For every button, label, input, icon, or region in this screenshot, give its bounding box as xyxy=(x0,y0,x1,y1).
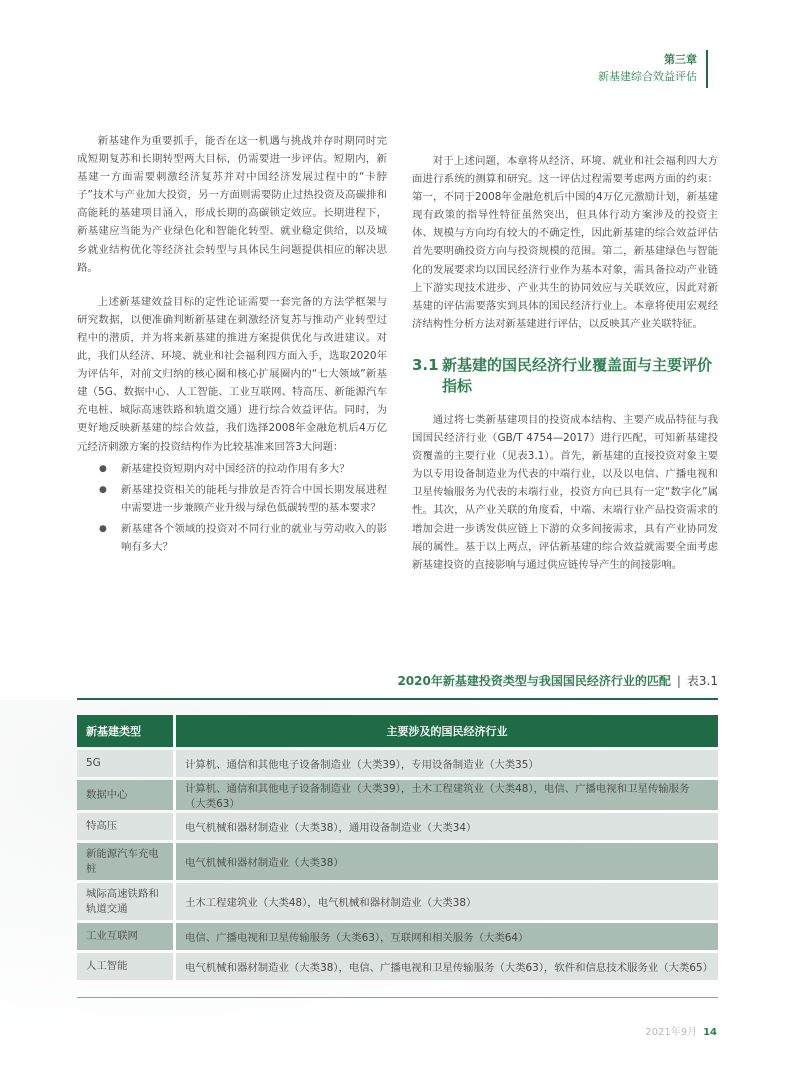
table-caption xyxy=(77,672,718,689)
table-row xyxy=(77,780,718,810)
section-heading xyxy=(412,355,718,397)
table-cell-industry: 计算机、通信和其他电子设备制造业（大类39），专用设备制造业（大类35） xyxy=(176,750,718,777)
list-item-text: 新基建各个领域的投资对不同行业的就业与劳动收入的影响有多大？ xyxy=(121,522,387,553)
table-cell-type: 数据中心 xyxy=(77,780,176,810)
list-item xyxy=(77,481,387,517)
page-number: 14 xyxy=(703,1027,717,1038)
table-row xyxy=(77,953,718,980)
table-cell-type: 5G xyxy=(77,750,176,777)
caption-rule xyxy=(77,698,718,700)
section-number: 3.1 xyxy=(412,355,439,374)
table-cell-type: 特高压 xyxy=(77,813,176,840)
table-row xyxy=(77,813,718,840)
body-paragraph: 新基建作为重要抓手，能否在这一机遇与挑战并存时期同时完成短期复苏和长期转型两大目标，仍需要进一步评估。短期内，新基建一方面需要刺激经济复苏并对中国经济发展过程中的“卡脖子”技术与产业加大投资，另一方面则需要防止过热投资及高碳排和高能耗的基建项目涌入，形成长期的高碳锁定效应。长期进程下，新基建应当能为产业绿色化和智能化转型、就业稳定供给，以及城乡就业结构优化等经济社会转型与具体民生问题提供相应的解决思路。 xyxy=(77,135,387,274)
bullet-icon: ● xyxy=(99,484,107,495)
body-paragraph: 通过将七类新基建项目的投资成本结构、主要产成品特征与我国国民经济行业（GB/T 4754—2017）进行匹配，可知新基建投资覆盖的主要行业（见表3.1）。首先，新基建的直接投资对象主要为以专用设备制造业为代表的中端行业，以及以电信、广播电视和卫星传输服务为代表的末端行业，投资方向已具有一定“数字化”属性。其次，从产业关联的角度看，中端、末端行业产品投资需求的增加会进一步诱发供应链上下游的众多间接需求，具有产业协同发展的属性。基于以上两点，评估新基建的综合效益就需要全面考虑新基建投资的直接影响与通过供应链传导产生的间接影响。 xyxy=(412,413,718,571)
table-cell-industry: 土木工程建筑业（大类48），电气机械和器材制造业（大类38） xyxy=(176,883,718,920)
table-cell-industry: 电气机械和器材制造业（大类38） xyxy=(176,843,718,880)
table-row xyxy=(77,923,718,950)
table-row xyxy=(77,883,718,920)
left-column xyxy=(77,132,387,559)
table-caption-title: 2020年新基建投资类型与我国国民经济行业的匹配 xyxy=(397,674,671,688)
question-list xyxy=(77,460,387,556)
list-item-text: 新基建投资相关的能耗与排放是否符合中国长期发展进程中需要进一步兼顾产业升级与绿色低碳转型的基本要求？ xyxy=(121,483,387,514)
table-cell-industry: 电气机械和器材制造业（大类38），电信、广播电视和卫星传输服务（大类63），软件和信息技术服务业（大类65） xyxy=(176,953,718,980)
chapter-number: 第三章 xyxy=(664,53,697,66)
table-cell-industry: 电气机械和器材制造业（大类38），通用设备制造业（大类34） xyxy=(176,813,718,840)
column-header-type: 新基建类型 xyxy=(77,715,176,747)
table-cell-type: 城际高速铁路和轨道交通 xyxy=(77,883,176,920)
section-title: 新基建的国民经济行业覆盖面与主要评价指标 xyxy=(442,355,713,395)
chapter-header xyxy=(598,52,697,85)
table-cell-type: 新能源汽车充电桩 xyxy=(77,843,176,880)
header-rule xyxy=(706,50,708,88)
list-item xyxy=(77,520,387,556)
page-footer xyxy=(645,1023,717,1038)
bottom-rule xyxy=(77,997,718,998)
caption-separator: | xyxy=(676,674,681,688)
list-item xyxy=(77,460,387,478)
table-cell-type: 人工智能 xyxy=(77,953,176,980)
body-paragraph: 上述新基建效益目标的定性论证需要一套完备的方法学框架与研究数据，以便准确判断新基建在刺激经济复苏与推动产业转型过程中的潜质，并为将来新基建的推进方案提供优化与改进建议。对此，我们从经济、环境、就业和社会福利四方面入手，选取2020年为评估年，对前文归纳的核心圈和核心扩展圈内的“七大领域”新基建（5G、数据中心、人工智能、工业互联网、特高压、新能源汽车充电桩、城际高速铁路和轨道交通）进行综合效益评估。同时，为更好地反映新基建的综合效益，我们选择2008年金融危机后4万亿元经济刺激方案的投资结构作为比较基准来回答3大问题： xyxy=(77,295,387,453)
bullet-icon: ● xyxy=(99,463,107,474)
footer-date: 2021年9月 xyxy=(645,1027,698,1038)
table-cell-industry: 计算机、通信和其他电子设备制造业（大类39），土木工程建筑业（大类48），电信、广播电视和卫星传输服务（大类63） xyxy=(176,780,718,810)
industry-match-table xyxy=(77,712,718,983)
table-row xyxy=(77,843,718,880)
table-cell-industry: 电信、广播电视和卫星传输服务（大类63），互联网和相关服务（大类64） xyxy=(176,923,718,950)
right-column xyxy=(412,152,718,574)
bullet-icon: ● xyxy=(99,523,107,534)
table-cell-type: 工业互联网 xyxy=(77,923,176,950)
body-paragraph: 对于上述问题，本章将从经济、环境、就业和社会福利四大方面进行系统的测算和研究。这一评估过程需要考虑两方面的约束：第一，不同于2008年金融危机后中国的4万亿元激励计划，新基建现有政策的指导性特征虽然突出，但具体行动方案涉及的投资主体、规模与方向均有较大的不确定性，因此新基建的综合效益评估首先要明确投资方向与投资规模的范围。第二，新基建绿色与智能化的发展要求均以国民经济行业作为基本对象，需具备拉动产业链上下游实现技术进步、产业共生的协同效应与关联效应，因此对新基建的评估需要落实到具体的国民经济行业上。本章将使用宏观经济结构性分析方法对新基建进行评估，以反映其产业关联特征。 xyxy=(412,155,718,330)
table-row xyxy=(77,750,718,777)
list-item-text: 新基建投资短期内对中国经济的拉动作用有多大？ xyxy=(121,462,350,475)
column-header-industry: 主要涉及的国民经济行业 xyxy=(176,715,718,747)
table-header-row xyxy=(77,715,718,747)
chapter-title: 新基建综合效益评估 xyxy=(598,70,697,83)
table-number: 表3.1 xyxy=(686,674,718,688)
